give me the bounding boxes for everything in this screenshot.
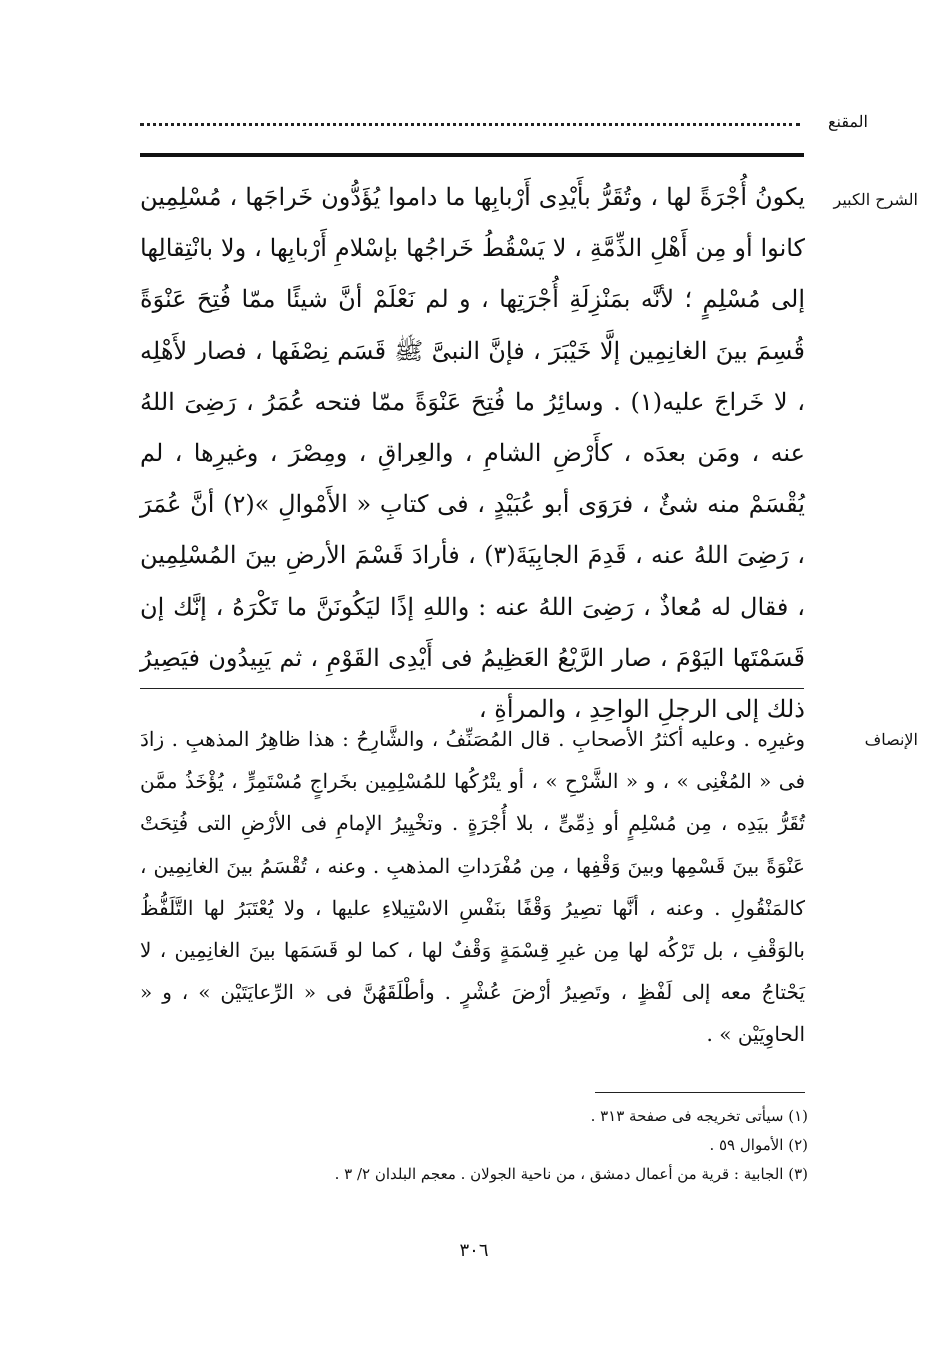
footnote-1: (١) سيأتى تخريجه فى صفحة ٣١٣ .	[590, 1107, 808, 1125]
sharh-paragraph: يكونُ أُجْرَةً لها ، وتُقَرُّ بأَيْدِى أَرْبابِها ما داموا يُؤَدُّون خَراجَها ، مُسْلِمِين كانوا أو مِن أَهْلِ الذِّمَّةِ ، لا يَسْقُطُ خَراجُها بإسْلامِ أَرْبابِها ، ولا بانْتِقالِها إلى مُسْلِمٍ ؛ لأنَّه بمَنْزِلَةِ أُجْرَتِها ، و لم نَعْلَمْ أنَّ شيئًا ممّا فُتِحَ عَنْوَةً قُسِمَ بينَ الغانِمِين إلَّا خَيْبَرَ ، فإنَّ النبىَّ ﷺ قَسَم نِصْفَها ، فصار لأَهْلِه ، لا خَراجَ عليه(١) . وسائِرُ ما فُتِحَ عَنْوَةً ممّا فتحه عُمَرُ ، رَضِىَ اللهُ عنه ، ومَن بعدَه ، كأَرْضِ الشامِ ، والعِراقِ ، ومِصْرَ ، وغيرِها ، لم يُقْسَمْ منه شئٌ ، فرَوَى أبو عُبَيْدٍ ، فى كتابِ « الأَمْوالِ »(٢) أنَّ عُمَرَ ، رَضِىَ اللهُ عنه ، قَدِمَ الجابِيَةَ(٣) ، فأرادَ قَسْمَ الأرضِ بينَ المُسْلِمِين ، فقال له مُعاذٌ ، رَضِىَ اللهُ عنه : واللهِ إذًا ليَكُونَنَّ ما تَكْرَهُ ، إنَّك إن قَسَمْتَها اليَوْمَ ، صار الرَّيْعُ العَظِيمُ فى أَيْدِى القَوْمِ ، ثم يَبِيدُون فيَصِيرُ ذلك إلى الرجلِ الواحِدِ ، والمرأةِ ،	[140, 183, 806, 724]
insaf-paragraph: وغيرِه . وعليه أكثرُ الأصحابِ . قال المُصَنِّفُ ، والشَّارِحُ : هذا ظاهِرُ المذهبِ . زادَ فى « المُغْنِى » ، و « الشَّرْحِ » ، أو يتْرُكُها للمُسْلِمِين بخَراجٍ مُسْتَمِرٍّ ، يُؤْخَذُ ممَّن تُقَرُّ بيَدِه ، مِن مُسْلِمٍ أو ذِمِّىٍّ ، بلا أُجْرَةٍ . وتخْيِيرُ الإمامِ فى الأرْضِ التى فُتِحَتْ عَنْوَةً بينَ قَسْمِها وبينَ وَقْفِها ، مِن مُفْرَداتِ المذهبِ . وعنه ، تُقْسَمُ بينَ الغانِمِين ، كالمَنْقُولِ . وعنه ، أنَّها تصِيرُ وَقْفًا بنَفْسِ الاسْتِيلاءِ عليها ، ولا يُعْتَبَرُ لها التَّلَفُّظُ بالوَقْفِ ، بل تَرْكُه لها مِن غيرِ قِسْمَةٍ وَقْفٌ لها ، كما لو قَسَمَها بينَ الغانِمِين ، لا يَحْتاجُ معه إلى لَفْظٍ ، وتَصِيرُ أرْضَ عُشْرٍ . وأطْلَقَهُنَّ فى « الرِّعايَتَيْن » ، و « الحاوِيَيْن » .	[140, 727, 806, 1047]
footnote-3: (٣) الجابية : قرية من أعمال دمشق ، من ناحية الجولان . معجم البلدان ٢/ ٣ .	[334, 1165, 808, 1183]
header-dotted-leader	[140, 115, 800, 126]
section-divider	[140, 688, 804, 689]
footnote-rule	[595, 1092, 805, 1093]
footnote-2: (٢) الأموال ٥٩ .	[709, 1136, 808, 1154]
page-number: ٣٠٦	[459, 1240, 489, 1261]
running-header-title: المقنع	[827, 112, 868, 131]
sharh-text-block	[140, 172, 805, 735]
sharh-section-label: الشرح الكبير	[833, 190, 918, 209]
header-rule	[140, 153, 804, 157]
insaf-text-block	[140, 718, 805, 1056]
insaf-section-label: الإنصاف	[864, 730, 918, 749]
footnotes	[143, 1102, 808, 1189]
